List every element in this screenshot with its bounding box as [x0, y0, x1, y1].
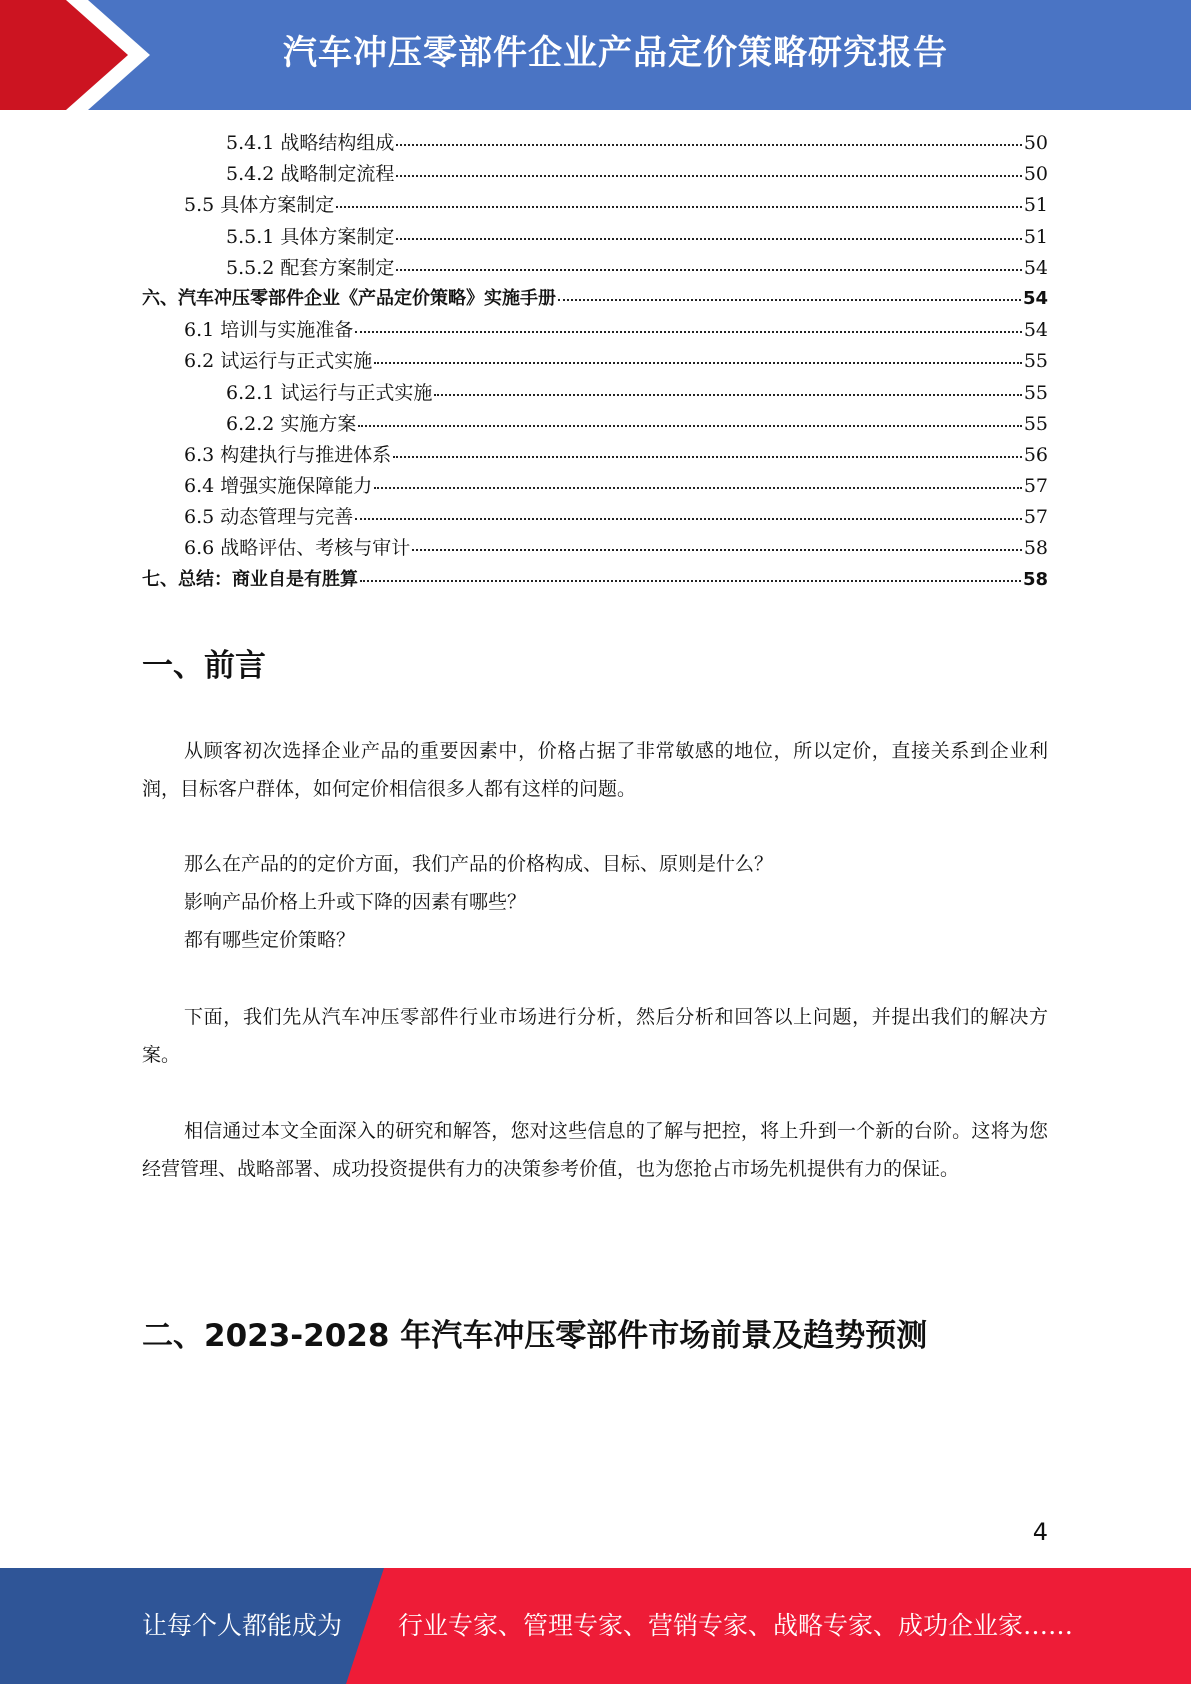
preface-question-1: 那么在产品的的定价方面，我们产品的价格构成、目标、原则是什么？: [184, 853, 774, 875]
preface-question-3: 都有哪些定价策略？: [184, 929, 356, 951]
toc-entry-label: 6.5 动态管理与完善: [184, 506, 354, 529]
toc-entry[interactable]: [142, 315, 1048, 346]
toc-entry[interactable]: [142, 284, 1048, 315]
toc-entry[interactable]: [142, 378, 1048, 409]
toc-dot-leader: [358, 411, 1021, 430]
toc-entry-label: 6.4 增强实施保障能力: [184, 475, 373, 498]
toc-dot-leader: [374, 473, 1022, 492]
toc-entry-label: 七、总结：商业自是有胜算: [142, 568, 358, 590]
toc-entry-label: 6.2.2 实施方案: [226, 412, 357, 435]
page-footer: [0, 1568, 1191, 1684]
toc-entry-page: 58: [1022, 568, 1048, 590]
toc-dot-leader: [396, 224, 1021, 243]
toc-entry[interactable]: [142, 128, 1048, 159]
toc-entry-page: 57: [1023, 506, 1048, 529]
toc-entry[interactable]: [142, 159, 1048, 190]
toc-entry[interactable]: [142, 190, 1048, 221]
toc-entry[interactable]: [142, 253, 1048, 284]
toc-entry[interactable]: [142, 471, 1048, 502]
toc-dot-leader: [396, 255, 1021, 274]
toc-entry-page: 54: [1022, 287, 1048, 309]
preface-paragraph-3: 相信通过本文全面深入的研究和解答，您对这些信息的了解与把控，将上升到一个新的台阶。这将为您经营管理、战略部署、成功投资提供有力的决策参考价值，也为您抢占市场先机提供有力的保证。: [142, 1120, 1048, 1180]
toc-entry-page: 50: [1023, 163, 1048, 186]
header-title: 汽车冲压零部件企业产品定价策略研究报告: [283, 33, 948, 73]
toc-entry-label: 6.2.1 试运行与正式实施: [226, 381, 433, 404]
preface-paragraph-1: 从顾客初次选择企业产品的重要因素中，价格占据了非常敏感的地位，所以定价，直接关系到企业利润，目标客户群体，如何定价相信很多人都有这样的问题。: [142, 740, 1048, 800]
toc-entry-label: 6.1 培训与实施准备: [184, 319, 354, 342]
footer-slogan-left: 让每个人都能成为: [142, 1611, 343, 1640]
toc-entry-label: 5.5.2 配套方案制定: [226, 256, 395, 279]
toc-dot-leader: [434, 380, 1021, 399]
toc-dot-leader: [360, 567, 1021, 585]
toc-dot-leader: [355, 317, 1022, 336]
page-number: 4: [1032, 1518, 1048, 1546]
toc-entry-label: 六、汽车冲压零部件企业《产品定价策略》实施手册: [142, 287, 556, 309]
toc-dot-leader: [396, 161, 1021, 180]
footer-slogan-right: 行业专家、管理专家、营销专家、战略专家、成功企业家……: [398, 1611, 1074, 1640]
page-header: [0, 0, 1191, 110]
toc-dot-leader: [396, 130, 1021, 149]
toc-entry-page: 57: [1023, 475, 1048, 498]
toc-entry-page: 50: [1023, 132, 1048, 154]
toc-entry-page: 58: [1023, 537, 1048, 560]
toc-entry-page: 54: [1023, 319, 1048, 342]
toc-entry-label: 6.3 构建执行与推进体系: [184, 443, 392, 466]
preface-paragraph-2: 下面，我们先从汽车冲压零部件行业市场进行分析，然后分析和回答以上问题，并提出我们的解决方案。: [142, 1006, 1048, 1066]
toc-dot-leader: [355, 504, 1022, 523]
toc-entry-page: 56: [1023, 443, 1048, 466]
toc-entry-label: 6.6 战略评估、考核与审计: [184, 537, 411, 560]
toc-entry[interactable]: [142, 409, 1048, 440]
toc-entry[interactable]: [142, 440, 1048, 471]
toc-entry-label: 6.2 试运行与正式实施: [184, 350, 373, 373]
toc-dot-leader: [558, 286, 1021, 304]
table-of-contents: [142, 128, 1048, 596]
toc-entry-label: 5.5.1 具体方案制定: [226, 225, 395, 248]
toc-entry-page: 55: [1023, 381, 1048, 404]
toc-entry-page: 51: [1023, 194, 1048, 217]
toc-entry[interactable]: [142, 533, 1048, 564]
toc-entry[interactable]: [142, 502, 1048, 533]
toc-entry-page: 55: [1023, 412, 1048, 435]
toc-entry-label: 5.4.2 战略制定流程: [226, 163, 395, 186]
toc-entry[interactable]: [142, 222, 1048, 253]
toc-dot-leader: [393, 442, 1022, 461]
preface-question-2: 影响产品价格上升或下降的因素有哪些？: [184, 891, 527, 913]
toc-dot-leader: [412, 535, 1022, 554]
section-heading-market-forecast: 二、2023-2028 年汽车冲压零部件市场前景及趋势预测: [142, 1318, 928, 1354]
toc-entry-page: 55: [1023, 350, 1048, 373]
section-heading-preface: 一、前言: [142, 648, 266, 684]
toc-entry[interactable]: [142, 346, 1048, 377]
toc-dot-leader: [336, 192, 1022, 211]
toc-entry-page: 54: [1023, 256, 1048, 279]
toc-entry[interactable]: [142, 565, 1048, 596]
toc-entry-label: 5.4.1 战略结构组成: [226, 132, 395, 154]
toc-entry-page: 51: [1023, 225, 1048, 248]
toc-dot-leader: [374, 348, 1022, 367]
toc-entry-label: 5.5 具体方案制定: [184, 194, 335, 217]
